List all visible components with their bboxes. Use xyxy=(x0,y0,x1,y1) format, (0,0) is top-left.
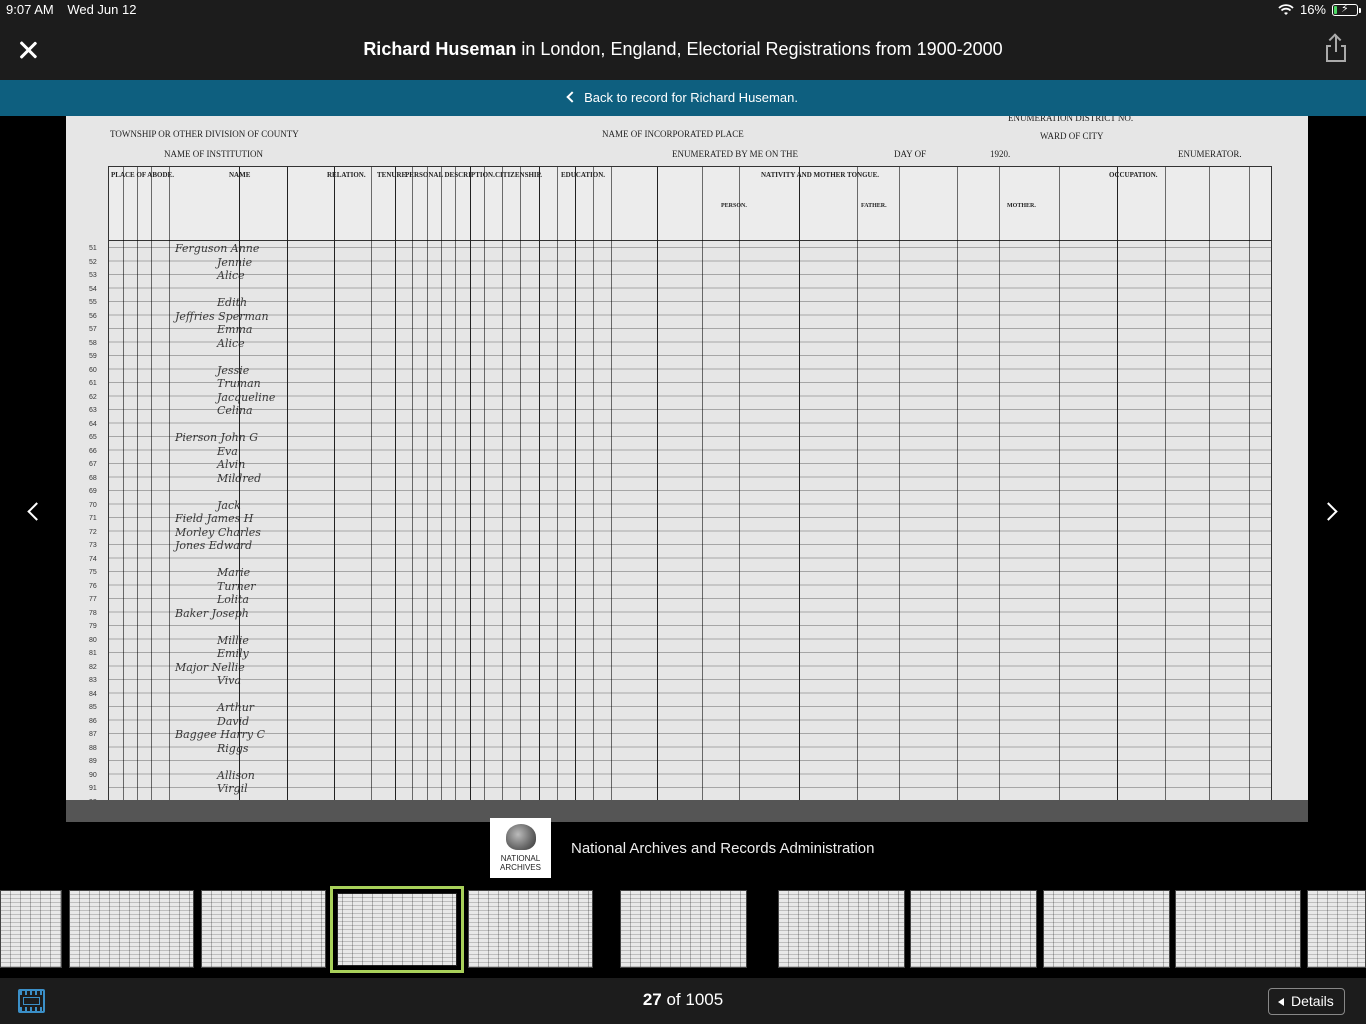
thumbnail[interactable] xyxy=(1307,890,1366,968)
table-column-line xyxy=(575,167,576,817)
status-date: Wed Jun 12 xyxy=(67,2,137,17)
table-column-line xyxy=(799,167,800,817)
header-township: TOWNSHIP OR OTHER DIVISION OF COUNTY xyxy=(110,129,299,139)
column-group-label: NAME xyxy=(229,171,251,179)
table-column-line xyxy=(412,167,413,817)
share-arrow xyxy=(1335,35,1337,52)
thumbnail[interactable] xyxy=(1043,890,1170,968)
status-right xyxy=(1278,2,1358,17)
handwritten-entry: Ferguson Anne xyxy=(175,242,260,255)
table-column-line xyxy=(151,167,152,817)
document-header xyxy=(106,116,1268,166)
handwritten-entry: Arthur xyxy=(217,701,255,714)
table-column-line xyxy=(427,167,428,817)
thumbnail[interactable] xyxy=(778,890,905,968)
census-table xyxy=(89,166,1272,818)
table-column-line xyxy=(371,167,372,817)
status-left xyxy=(6,2,146,17)
details-button[interactable] xyxy=(1268,988,1345,1015)
table-column-line xyxy=(1209,167,1210,817)
row-number: 83 xyxy=(89,677,97,684)
row-number: 53 xyxy=(89,272,97,279)
table-column-line xyxy=(484,167,485,817)
thumbnail[interactable] xyxy=(201,890,326,968)
thumbnail[interactable] xyxy=(1175,890,1301,968)
battery-percent: 16% xyxy=(1299,2,1326,17)
handwritten-entry: Jones Edward xyxy=(175,539,253,552)
table-column-line xyxy=(395,167,396,817)
thumbnail[interactable] xyxy=(0,890,62,968)
sub-column-label: FATHER. xyxy=(861,203,887,209)
table-column-line xyxy=(1249,167,1250,817)
header-enumerated: ENUMERATED BY ME ON THE xyxy=(672,149,798,159)
handwritten-entry: Marie xyxy=(217,566,251,579)
bottom-bar xyxy=(0,978,1366,1024)
thumbnail[interactable] xyxy=(620,890,747,968)
table-column-line xyxy=(739,167,740,817)
title-bar xyxy=(0,20,1366,80)
row-number: 86 xyxy=(89,717,97,725)
handwritten-entry: Riggs xyxy=(217,741,249,755)
table-column-line xyxy=(611,167,612,817)
handwritten-entry: Morley Charles xyxy=(175,525,261,539)
table-column-line xyxy=(502,167,503,817)
page-counter xyxy=(0,990,1366,1010)
row-number: 79 xyxy=(89,623,97,630)
row-number: 66 xyxy=(89,447,97,455)
handwritten-entry: Viva xyxy=(217,674,242,687)
status-bar xyxy=(0,0,1366,20)
census-table-header xyxy=(109,167,1271,241)
row-number: 54 xyxy=(89,285,97,293)
handwritten-entry: Jack xyxy=(217,498,241,512)
header-day-of: DAY OF xyxy=(894,149,927,159)
back-to-record-link[interactable] xyxy=(0,80,1366,116)
table-column-line xyxy=(999,167,1000,817)
row-number: 87 xyxy=(89,731,97,738)
row-number: 88 xyxy=(89,744,97,752)
column-group-label: PLACE OF ABODE. xyxy=(111,171,174,179)
handwritten-entry: Alvin xyxy=(217,458,246,471)
table-column-line xyxy=(657,167,658,817)
row-number: 51 xyxy=(89,245,97,252)
row-number: 89 xyxy=(89,758,97,765)
table-column-line xyxy=(899,167,900,817)
table-column-line xyxy=(1165,167,1166,817)
thumbnail-active-image xyxy=(337,893,457,966)
table-column-line xyxy=(857,167,858,817)
national-archives-logo xyxy=(490,818,551,878)
handwritten-entry: Baker Joseph xyxy=(175,606,249,620)
title-person-name: Richard Huseman xyxy=(363,39,517,59)
charging-bolt-icon: ⚡ xyxy=(1341,2,1349,15)
thumbnail[interactable] xyxy=(910,890,1037,968)
handwritten-entry: Jeffries Sperman xyxy=(175,309,269,323)
handwritten-entry: Allison xyxy=(217,768,255,782)
row-number: 56 xyxy=(89,312,97,320)
table-column-line xyxy=(957,167,958,817)
row-number: 72 xyxy=(89,528,97,536)
table-column-line xyxy=(455,167,456,817)
row-number: 91 xyxy=(89,785,97,792)
row-number: 84 xyxy=(89,690,97,698)
archive-credit xyxy=(490,818,875,878)
current-page: 27 xyxy=(642,990,662,1009)
eagle-icon xyxy=(506,824,536,850)
archive-logo-text: NATIONAL ARCHIVES xyxy=(500,854,541,872)
row-number: 77 xyxy=(89,596,97,603)
row-number: 67 xyxy=(89,461,97,468)
details-label: Details xyxy=(1291,993,1334,1009)
table-column-line xyxy=(287,167,288,817)
thumbnail[interactable] xyxy=(468,890,593,968)
sub-column-label: PERSON. xyxy=(721,203,747,209)
row-number: 71 xyxy=(89,515,97,522)
thumbnail-strip[interactable] xyxy=(0,886,1366,978)
handwritten-entry: Emma xyxy=(217,323,253,336)
handwritten-entry: Turner xyxy=(217,579,256,593)
table-column-line xyxy=(539,167,540,817)
status-time: 9:07 AM xyxy=(6,2,54,17)
handwritten-entry: Emily xyxy=(217,647,249,660)
handwritten-entry: Alice xyxy=(217,336,245,350)
handwritten-entry: Celina xyxy=(217,404,253,417)
battery-icon xyxy=(1332,4,1358,16)
close-icon[interactable] xyxy=(14,36,42,64)
row-number: 61 xyxy=(89,380,97,387)
next-image-button[interactable] xyxy=(1322,502,1340,520)
header-enumerator: ENUMERATOR. xyxy=(1178,149,1242,159)
handwritten-entry: Jessie xyxy=(217,363,250,377)
handwritten-entry: Eva xyxy=(217,444,238,458)
row-number: 74 xyxy=(89,555,97,563)
row-number: 76 xyxy=(89,582,97,590)
row-number: 70 xyxy=(89,501,97,509)
document-viewer[interactable] xyxy=(0,116,1366,886)
header-institution: NAME OF INSTITUTION xyxy=(164,149,263,159)
table-column-line xyxy=(123,167,124,817)
header-district: ENUMERATION DISTRICT NO. xyxy=(1008,116,1134,123)
row-number: 80 xyxy=(89,636,97,644)
handwritten-entry: Truman xyxy=(217,377,261,390)
header-ward: WARD OF CITY xyxy=(1040,131,1104,141)
title-collection: in London, England, Electorial Registrations from 1900-2000 xyxy=(516,39,1003,59)
handwritten-entry: Edith xyxy=(217,296,248,309)
handwritten-entry: Mildred xyxy=(217,471,262,485)
handwritten-entry: Millie xyxy=(217,633,249,647)
header-incorporated-place: NAME OF INCORPORATED PLACE xyxy=(602,129,744,139)
table-column-line xyxy=(1117,167,1118,817)
row-number: 52 xyxy=(89,258,97,266)
chevron-left-icon xyxy=(566,91,577,102)
row-number: 82 xyxy=(89,663,97,671)
row-number: 85 xyxy=(89,704,97,711)
table-column-line xyxy=(520,167,521,817)
row-number: 75 xyxy=(89,569,97,576)
column-group-label: TENURE. xyxy=(377,171,408,179)
row-number: 57 xyxy=(89,326,97,333)
row-number: 65 xyxy=(89,434,97,441)
row-number: 69 xyxy=(89,488,97,495)
handwritten-entry: Baggee Harry C xyxy=(175,728,266,741)
census-document-image[interactable] xyxy=(66,116,1308,822)
handwritten-entry: Alice xyxy=(217,269,245,282)
handwritten-entry: Major Nellie xyxy=(175,660,245,674)
column-group-label: RELATION. xyxy=(327,171,366,179)
handwritten-entry: Lolita xyxy=(217,593,249,606)
row-number: 58 xyxy=(89,339,97,347)
table-column-line xyxy=(169,167,170,817)
thumbnail-active[interactable] xyxy=(330,886,464,973)
page-title xyxy=(200,39,1166,60)
row-number: 55 xyxy=(89,299,97,306)
column-group-label: EDUCATION. xyxy=(561,171,606,179)
handwritten-entry: Field James H xyxy=(175,512,254,525)
row-number: 78 xyxy=(89,609,97,617)
row-number: 64 xyxy=(89,420,97,428)
table-column-line xyxy=(441,167,442,817)
column-group-label: OCCUPATION. xyxy=(1109,171,1158,179)
row-number: 68 xyxy=(89,474,97,482)
row-number: 59 xyxy=(89,353,97,360)
share-icon[interactable] xyxy=(1324,35,1348,63)
table-column-line xyxy=(137,167,138,817)
wifi-icon xyxy=(1278,4,1294,16)
sub-column-label: MOTHER. xyxy=(1007,203,1036,209)
row-number: 73 xyxy=(89,542,97,549)
thumbnail[interactable] xyxy=(69,890,194,968)
previous-image-button[interactable] xyxy=(26,502,44,520)
column-group-label: NATIVITY AND MOTHER TONGUE. xyxy=(761,171,879,179)
row-number: 60 xyxy=(89,366,97,374)
table-column-line xyxy=(334,167,335,817)
table-column-line xyxy=(593,167,594,817)
table-column-line xyxy=(470,167,471,817)
handwritten-entry: Virgil xyxy=(217,782,248,795)
back-to-record-label: Back to record for Richard Huseman. xyxy=(584,90,798,105)
row-number: 90 xyxy=(89,771,97,779)
of-label: of xyxy=(661,990,686,1009)
row-number: 81 xyxy=(89,650,97,657)
handwritten-entry: Jennie xyxy=(217,255,253,269)
table-column-line xyxy=(557,167,558,817)
battery-fill xyxy=(1334,6,1337,14)
handwritten-entry: David xyxy=(217,714,250,728)
column-group-label: PERSONAL DESCRIPTION. xyxy=(405,171,495,179)
handwritten-entry: Pierson John G xyxy=(175,431,259,444)
table-column-line xyxy=(702,167,703,817)
column-group-label: CITIZENSHIP. xyxy=(495,171,543,179)
total-pages: 1005 xyxy=(685,990,724,1009)
header-year: 1920. xyxy=(990,149,1011,159)
archive-name: National Archives and Records Administration xyxy=(571,839,875,857)
table-column-line xyxy=(1059,167,1060,817)
handwritten-entry: Jacqueline xyxy=(217,390,276,404)
row-number: 63 xyxy=(89,407,97,414)
row-number: 62 xyxy=(89,393,97,401)
